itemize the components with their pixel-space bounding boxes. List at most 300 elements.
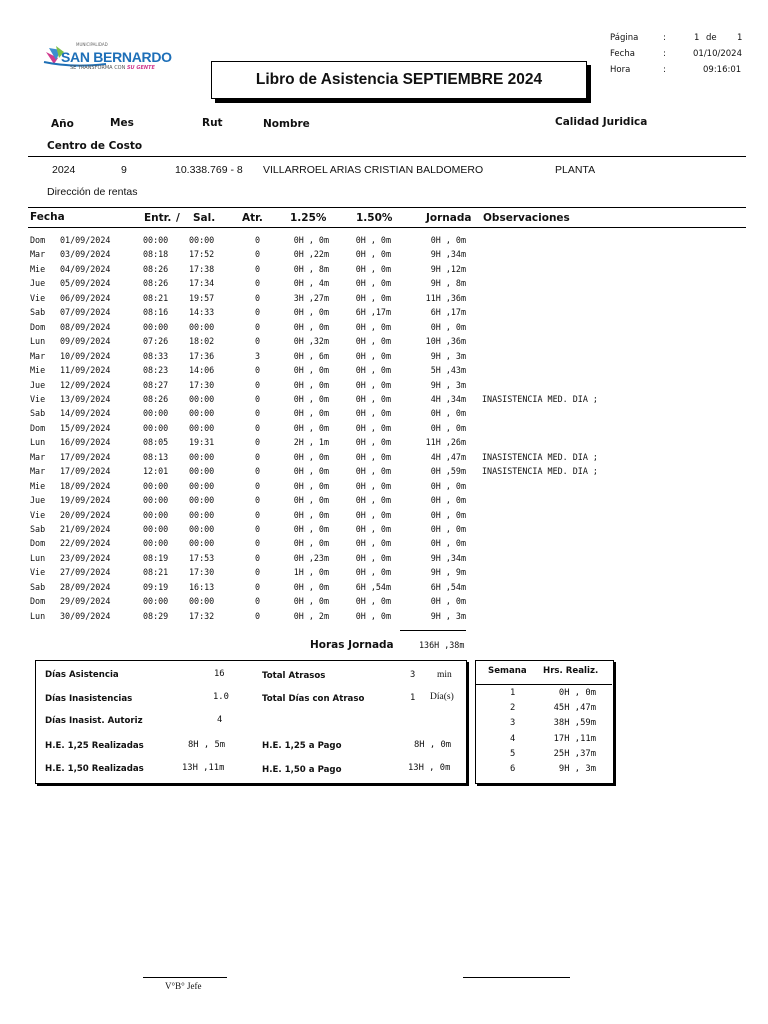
- cell-entry-time: 00:00: [143, 509, 169, 520]
- cell-overtime-125: 0H ,32m: [293, 336, 329, 347]
- cell-observation: INASISTENCIA MED. DIA ;: [482, 393, 598, 404]
- cell-day-of-week: Sab: [30, 307, 46, 318]
- cell-overtime-150: 0H , 0m: [355, 235, 391, 245]
- cell-date: 21/09/2024: [60, 524, 111, 534]
- cell-day-of-week: Sab: [30, 581, 46, 592]
- cell-overtime-125: 0H ,22m: [293, 249, 329, 260]
- cell-late-minutes: 0: [255, 509, 261, 520]
- cell-date: 15/09/2024: [60, 422, 111, 433]
- cell-entry-time: 08:21: [143, 292, 169, 303]
- employee-year: 2024: [52, 164, 76, 176]
- cell-overtime-125: 0H , 0m: [293, 495, 329, 506]
- cell-exit-time: 17:53: [189, 552, 215, 563]
- cell-day-of-week: Dom: [30, 596, 46, 607]
- cell-entry-time: 00:00: [143, 235, 169, 245]
- week-hours: 45H ,47m: [553, 703, 596, 714]
- cell-entry-time: 00:00: [143, 538, 169, 549]
- cell-overtime-150: 0H , 0m: [355, 249, 391, 260]
- cell-day-of-week: Dom: [30, 422, 46, 433]
- cell-overtime-150: 0H , 0m: [355, 393, 391, 404]
- cell-late-minutes: 0: [255, 480, 261, 491]
- cell-day-of-week: Jue: [30, 278, 46, 289]
- cell-exit-time: 19:31: [189, 437, 215, 448]
- logo-name: SAN BERNARDO: [61, 49, 172, 65]
- weeks-hours-header: Hrs. Realiz.: [543, 666, 599, 676]
- cell-overtime-125: 0H , 0m: [293, 480, 329, 491]
- cell-entry-time: 00:00: [143, 321, 169, 332]
- cell-day-of-week: Mie: [30, 365, 46, 376]
- cell-overtime-150: 6H ,54m: [355, 581, 391, 592]
- cell-overtime-150: 0H , 0m: [355, 451, 391, 462]
- col-date-header: Fecha: [30, 211, 65, 223]
- report-title: Libro de Asistencia SEPTIEMBRE 2024: [255, 71, 543, 88]
- cell-overtime-150: 0H , 0m: [355, 480, 391, 491]
- cell-overtime-150: 0H , 0m: [355, 538, 391, 549]
- cell-exit-time: 18:02: [189, 336, 215, 347]
- page-of: de: [706, 33, 717, 43]
- cell-date: 13/09/2024: [60, 393, 111, 404]
- cell-overtime-125: 0H , 0m: [293, 581, 329, 592]
- cell-entry-time: 08:18: [143, 249, 169, 260]
- col-month-header: Mes: [110, 117, 134, 129]
- cell-workday-hours: 6H ,54m: [430, 581, 466, 592]
- table-row: [0, 264, 768, 278]
- cell-day-of-week: Dom: [30, 538, 46, 549]
- table-row: [0, 394, 768, 408]
- cell-overtime-125: 0H , 8m: [293, 263, 329, 274]
- table-row: [0, 582, 768, 596]
- cell-date: 06/09/2024: [60, 292, 111, 303]
- cell-date: 10/09/2024: [60, 350, 111, 361]
- cell-late-minutes: 0: [255, 379, 261, 390]
- cell-overtime-150: 0H , 0m: [355, 321, 391, 332]
- time-label: Hora: [610, 65, 631, 75]
- cell-day-of-week: Mie: [30, 263, 46, 274]
- cell-date: 20/09/2024: [60, 509, 111, 520]
- page-label: Página: [610, 33, 639, 43]
- absences-value: 1.0: [213, 692, 229, 702]
- cell-overtime-125: 0H , 0m: [293, 379, 329, 390]
- cell-overtime-150: 0H , 0m: [355, 379, 391, 390]
- logo-tagline: [70, 65, 155, 71]
- cell-overtime-150: 0H , 0m: [355, 466, 391, 477]
- week-number: 3: [510, 718, 516, 729]
- cell-overtime-125: 0H , 0m: [293, 422, 329, 433]
- cell-overtime-125: 0H , 0m: [293, 365, 329, 376]
- table-row: [0, 365, 768, 379]
- cell-overtime-150: 0H , 0m: [355, 596, 391, 607]
- date-value: 01/10/2024: [693, 49, 742, 59]
- absences-label: Días Inasistencias: [45, 694, 133, 704]
- cell-overtime-150: 0H , 0m: [355, 422, 391, 433]
- cell-overtime-150: 0H , 0m: [355, 437, 391, 448]
- cell-workday-hours: 0H , 0m: [430, 422, 466, 433]
- cell-overtime-125: 0H , 0m: [293, 596, 329, 607]
- cell-date: 28/09/2024: [60, 581, 111, 592]
- cell-overtime-150: 0H , 0m: [355, 552, 391, 563]
- total-rule: [400, 630, 466, 631]
- cell-date: 16/09/2024: [60, 437, 111, 448]
- cell-late-minutes: 0: [255, 610, 261, 621]
- table-row: [0, 466, 768, 480]
- cell-exit-time: 00:00: [189, 408, 215, 419]
- cell-exit-time: 17:36: [189, 350, 215, 361]
- cell-date: 19/09/2024: [60, 495, 111, 506]
- time-value: 09:16:01: [703, 65, 742, 75]
- cell-day-of-week: Vie: [30, 292, 46, 303]
- cell-date: 05/09/2024: [60, 278, 111, 289]
- col-exit-header: Sal.: [193, 212, 216, 224]
- cell-date: 29/09/2024: [60, 596, 111, 607]
- page-total: 1: [737, 33, 743, 43]
- cell-entry-time: 00:00: [143, 596, 169, 607]
- cell-workday-hours: 9H ,12m: [430, 263, 466, 274]
- cell-entry-time: 08:16: [143, 307, 169, 318]
- cell-date: 30/09/2024: [60, 610, 111, 621]
- cell-day-of-week: Sab: [30, 524, 46, 534]
- authorized-label: Días Inasist. Autoriz: [45, 716, 143, 726]
- cell-workday-hours: 11H ,36m: [425, 292, 466, 303]
- cell-day-of-week: Mie: [30, 480, 46, 491]
- cell-day-of-week: Sab: [30, 408, 46, 419]
- late-days-unit: Día(s): [430, 692, 454, 702]
- cell-entry-time: 00:00: [143, 524, 169, 534]
- cell-entry-time: 08:19: [143, 552, 169, 563]
- cell-late-minutes: 3: [255, 350, 261, 361]
- divider: [28, 156, 746, 157]
- cell-exit-time: 00:00: [189, 596, 215, 607]
- cell-workday-hours: 6H ,17m: [430, 307, 466, 318]
- cell-exit-time: 16:13: [189, 581, 215, 592]
- late-days-value: 1: [410, 693, 416, 703]
- cell-overtime-125: 2H , 1m: [293, 437, 329, 448]
- cell-workday-hours: 0H , 0m: [430, 524, 466, 534]
- col-legal-header: Calidad Juridica: [555, 116, 648, 128]
- cell-day-of-week: Vie: [30, 393, 46, 404]
- cell-exit-time: 00:00: [189, 524, 215, 534]
- cell-late-minutes: 0: [255, 292, 261, 303]
- cell-workday-hours: 0H , 0m: [430, 235, 466, 245]
- cell-overtime-150: 0H , 0m: [355, 278, 391, 289]
- cell-entry-time: 08:26: [143, 278, 169, 289]
- cell-day-of-week: Lun: [30, 552, 46, 563]
- col-150-header: 1.50%: [356, 212, 393, 224]
- table-row: [0, 278, 768, 292]
- cell-overtime-125: 3H ,27m: [293, 292, 329, 303]
- table-row: [0, 307, 768, 321]
- he150-pay-value: 13H , 0m: [408, 763, 451, 773]
- cell-late-minutes: 0: [255, 365, 261, 376]
- logo-small-text: MUNICIPALIDAD: [76, 42, 108, 47]
- col-late-header: Atr.: [242, 212, 263, 224]
- cell-day-of-week: Vie: [30, 509, 46, 520]
- cell-day-of-week: Lun: [30, 336, 46, 347]
- cell-workday-hours: 9H ,34m: [430, 552, 466, 563]
- cell-workday-hours: 0H , 0m: [430, 321, 466, 332]
- cell-date: 04/09/2024: [60, 263, 111, 274]
- cell-workday-hours: 4H ,47m: [430, 451, 466, 462]
- cell-late-minutes: 0: [255, 466, 261, 477]
- employee-month: 9: [121, 164, 127, 176]
- cell-overtime-125: 0H , 0m: [293, 509, 329, 520]
- late-total-label: Total Atrasos: [262, 671, 326, 681]
- cell-day-of-week: Mar: [30, 350, 46, 361]
- signature-line-employee: [463, 977, 570, 978]
- cell-exit-time: 00:00: [189, 422, 215, 433]
- cell-day-of-week: Mar: [30, 451, 46, 462]
- cell-day-of-week: Lun: [30, 437, 46, 448]
- cell-overtime-150: 0H , 0m: [355, 610, 391, 621]
- cell-date: 08/09/2024: [60, 321, 111, 332]
- cell-day-of-week: Mar: [30, 249, 46, 260]
- cell-entry-time: 00:00: [143, 422, 169, 433]
- signature-boss-label: V°B° Jefe: [165, 981, 202, 991]
- cell-late-minutes: 0: [255, 567, 261, 578]
- cell-late-minutes: 0: [255, 336, 261, 347]
- cell-late-minutes: 0: [255, 408, 261, 419]
- col-day-header: Jornada: [426, 212, 472, 224]
- cell-overtime-150: 6H ,17m: [355, 307, 391, 318]
- col-name-header: Nombre: [263, 118, 310, 130]
- cell-exit-time: 14:33: [189, 307, 215, 318]
- weeks-week-header: Semana: [488, 666, 527, 676]
- he150-value: 13H ,11m: [182, 763, 225, 773]
- table-row: [0, 351, 768, 365]
- cell-workday-hours: 11H ,26m: [425, 437, 466, 448]
- cell-date: 03/09/2024: [60, 249, 111, 260]
- date-label: Fecha: [610, 49, 635, 59]
- cell-date: 17/09/2024: [60, 466, 111, 477]
- cell-date: 22/09/2024: [60, 538, 111, 549]
- cell-overtime-150: 0H , 0m: [355, 495, 391, 506]
- week-hours: 17H ,11m: [553, 733, 596, 744]
- cell-day-of-week: Jue: [30, 495, 46, 506]
- cell-late-minutes: 0: [255, 538, 261, 549]
- col-rut-header: Rut: [202, 117, 223, 129]
- col-obs-header: Observaciones: [483, 212, 570, 224]
- cell-date: 17/09/2024: [60, 451, 111, 462]
- he125-value: 8H , 5m: [188, 740, 226, 750]
- table-row: [0, 380, 768, 394]
- attendance-value: 16: [214, 669, 225, 679]
- cell-overtime-150: 0H , 0m: [355, 524, 391, 534]
- col-year-header: Año: [51, 118, 74, 130]
- cell-overtime-125: 0H , 4m: [293, 278, 329, 289]
- cell-late-minutes: 0: [255, 495, 261, 506]
- page-sep: :: [663, 33, 666, 43]
- cell-late-minutes: 0: [255, 524, 261, 534]
- table-row: [0, 322, 768, 336]
- cell-overtime-150: 0H , 0m: [355, 408, 391, 419]
- cell-workday-hours: 0H , 0m: [430, 509, 466, 520]
- table-row: [0, 538, 768, 552]
- total-value: 136H ,38m: [419, 640, 465, 650]
- table-row: [0, 235, 768, 249]
- cell-overtime-150: 0H , 0m: [355, 263, 391, 274]
- cell-overtime-125: 0H , 0m: [293, 408, 329, 419]
- employee-cost-center: Dirección de rentas: [47, 186, 138, 198]
- cell-exit-time: 19:57: [189, 292, 215, 303]
- logo-tagline-accent: SU GENTE: [126, 65, 155, 71]
- cell-date: 18/09/2024: [60, 480, 111, 491]
- weeks-divider: [476, 684, 612, 685]
- cell-late-minutes: 0: [255, 321, 261, 332]
- cell-late-minutes: 0: [255, 249, 261, 260]
- total-label: Horas Jornada: [310, 639, 394, 651]
- table-row: [0, 495, 768, 509]
- table-row: [0, 611, 768, 625]
- cell-exit-time: 17:38: [189, 263, 215, 274]
- week-hours: 0H , 0m: [558, 688, 596, 698]
- cell-exit-time: 00:00: [189, 538, 215, 549]
- table-row: [0, 510, 768, 524]
- col-125-header: 1.25%: [290, 212, 327, 224]
- cell-workday-hours: 9H , 3m: [430, 610, 466, 621]
- divider: [28, 207, 746, 208]
- he125-pay-label: H.E. 1,25 a Pago: [262, 741, 342, 751]
- cell-overtime-125: 0H , 0m: [293, 235, 329, 245]
- cell-overtime-150: 0H , 0m: [355, 567, 391, 578]
- cell-exit-time: 00:00: [189, 495, 215, 506]
- employee-name: VILLARROEL ARIAS CRISTIAN BALDOMERO: [263, 164, 484, 176]
- employee-rut: 10.338.769 - 8: [175, 164, 243, 176]
- cell-workday-hours: 4H ,34m: [430, 393, 466, 404]
- cell-date: 27/09/2024: [60, 567, 111, 578]
- cell-overtime-150: 0H , 0m: [355, 350, 391, 361]
- cell-entry-time: 08:29: [143, 610, 169, 621]
- cell-late-minutes: 0: [255, 235, 261, 245]
- cell-entry-time: 08:05: [143, 437, 169, 448]
- cell-exit-time: 00:00: [189, 393, 215, 404]
- table-row: [0, 452, 768, 466]
- cell-workday-hours: 9H , 8m: [430, 278, 466, 289]
- cell-workday-hours: 9H , 3m: [430, 379, 466, 390]
- cell-overtime-125: 0H , 0m: [293, 466, 329, 477]
- late-days-label: Total Días con Atraso: [262, 694, 365, 704]
- cell-day-of-week: Jue: [30, 379, 46, 390]
- cell-entry-time: 00:00: [143, 495, 169, 506]
- cell-overtime-125: 0H , 0m: [293, 307, 329, 318]
- date-sep: :: [663, 49, 666, 59]
- cell-entry-time: 07:26: [143, 336, 169, 347]
- cell-exit-time: 17:30: [189, 567, 215, 578]
- cell-overtime-150: 0H , 0m: [355, 336, 391, 347]
- week-hours: 25H ,37m: [553, 748, 596, 759]
- cell-exit-time: 00:00: [189, 451, 215, 462]
- municipality-logo: [42, 38, 176, 88]
- late-total-unit: min: [437, 670, 452, 680]
- cell-entry-time: 08:21: [143, 567, 169, 578]
- cell-overtime-125: 0H , 0m: [293, 321, 329, 332]
- cell-late-minutes: 0: [255, 263, 261, 274]
- page-number: 1: [694, 33, 700, 43]
- cell-overtime-125: 0H , 0m: [293, 524, 329, 534]
- cell-overtime-125: 0H ,23m: [293, 552, 329, 563]
- cell-overtime-150: 0H , 0m: [355, 292, 391, 303]
- divider: [28, 227, 746, 228]
- cell-workday-hours: 0H , 0m: [430, 596, 466, 607]
- cell-day-of-week: Dom: [30, 321, 46, 332]
- cell-entry-time: 08:26: [143, 393, 169, 404]
- cell-date: 07/09/2024: [60, 307, 111, 318]
- cell-day-of-week: Lun: [30, 610, 46, 621]
- cell-workday-hours: 9H ,34m: [430, 249, 466, 260]
- employee-legal: PLANTA: [555, 164, 596, 176]
- cell-entry-time: 08:23: [143, 365, 169, 376]
- table-row: [0, 553, 768, 567]
- table-row: [0, 423, 768, 437]
- cell-overtime-125: 1H , 0m: [293, 567, 329, 578]
- table-row: [0, 481, 768, 495]
- he150-label: H.E. 1,50 Realizadas: [45, 764, 144, 774]
- authorized-value: 4: [217, 715, 223, 725]
- table-row: [0, 249, 768, 263]
- week-number: 2: [510, 703, 516, 714]
- cell-exit-time: 17:32: [189, 610, 215, 621]
- table-row: [0, 293, 768, 307]
- cell-date: 14/09/2024: [60, 408, 111, 419]
- cell-date: 01/09/2024: [60, 235, 111, 245]
- cell-overtime-125: 0H , 6m: [293, 350, 329, 361]
- cost-center-header: Centro de Costo: [47, 140, 143, 152]
- col-slash: /: [176, 212, 180, 224]
- cell-date: 12/09/2024: [60, 379, 111, 390]
- time-sep: :: [663, 65, 666, 75]
- cell-overtime-125: 0H , 0m: [293, 451, 329, 462]
- cell-late-minutes: 0: [255, 552, 261, 563]
- cell-late-minutes: 0: [255, 581, 261, 592]
- week-number: 5: [510, 748, 516, 759]
- he125-label: H.E. 1,25 Realizadas: [45, 741, 144, 751]
- cell-late-minutes: 0: [255, 393, 261, 404]
- cell-exit-time: 17:34: [189, 278, 215, 289]
- week-hours: 38H ,59m: [553, 718, 596, 729]
- cell-entry-time: 00:00: [143, 480, 169, 491]
- cell-entry-time: 00:00: [143, 408, 169, 419]
- cell-day-of-week: Dom: [30, 235, 46, 245]
- cell-entry-time: 08:26: [143, 263, 169, 274]
- cell-exit-time: 00:00: [189, 509, 215, 520]
- cell-entry-time: 09:19: [143, 581, 169, 592]
- cell-entry-time: 08:33: [143, 350, 169, 361]
- cell-observation: INASISTENCIA MED. DIA ;: [482, 466, 598, 477]
- cell-workday-hours: 9H , 3m: [430, 350, 466, 361]
- table-row: [0, 437, 768, 451]
- week-hours: 9H , 3m: [558, 764, 596, 774]
- cell-exit-time: 00:00: [189, 235, 215, 245]
- table-row: [0, 408, 768, 422]
- late-total-value: 3: [410, 670, 416, 680]
- week-number: 1: [510, 688, 516, 698]
- cell-day-of-week: Vie: [30, 567, 46, 578]
- cell-workday-hours: 10H ,36m: [425, 336, 466, 347]
- cell-late-minutes: 0: [255, 437, 261, 448]
- cell-entry-time: 08:13: [143, 451, 169, 462]
- cell-workday-hours: 0H , 0m: [430, 495, 466, 506]
- cell-overtime-125: 0H , 2m: [293, 610, 329, 621]
- cell-date: 11/09/2024: [60, 365, 111, 376]
- week-number: 6: [510, 764, 516, 774]
- cell-exit-time: 00:00: [189, 321, 215, 332]
- cell-overtime-125: 0H , 0m: [293, 538, 329, 549]
- cell-workday-hours: 5H ,43m: [430, 365, 466, 376]
- cell-overtime-150: 0H , 0m: [355, 509, 391, 520]
- report-title-box: [211, 61, 587, 99]
- table-row: [0, 567, 768, 581]
- cell-exit-time: 17:30: [189, 379, 215, 390]
- cell-late-minutes: 0: [255, 451, 261, 462]
- signature-line-boss: [143, 977, 227, 978]
